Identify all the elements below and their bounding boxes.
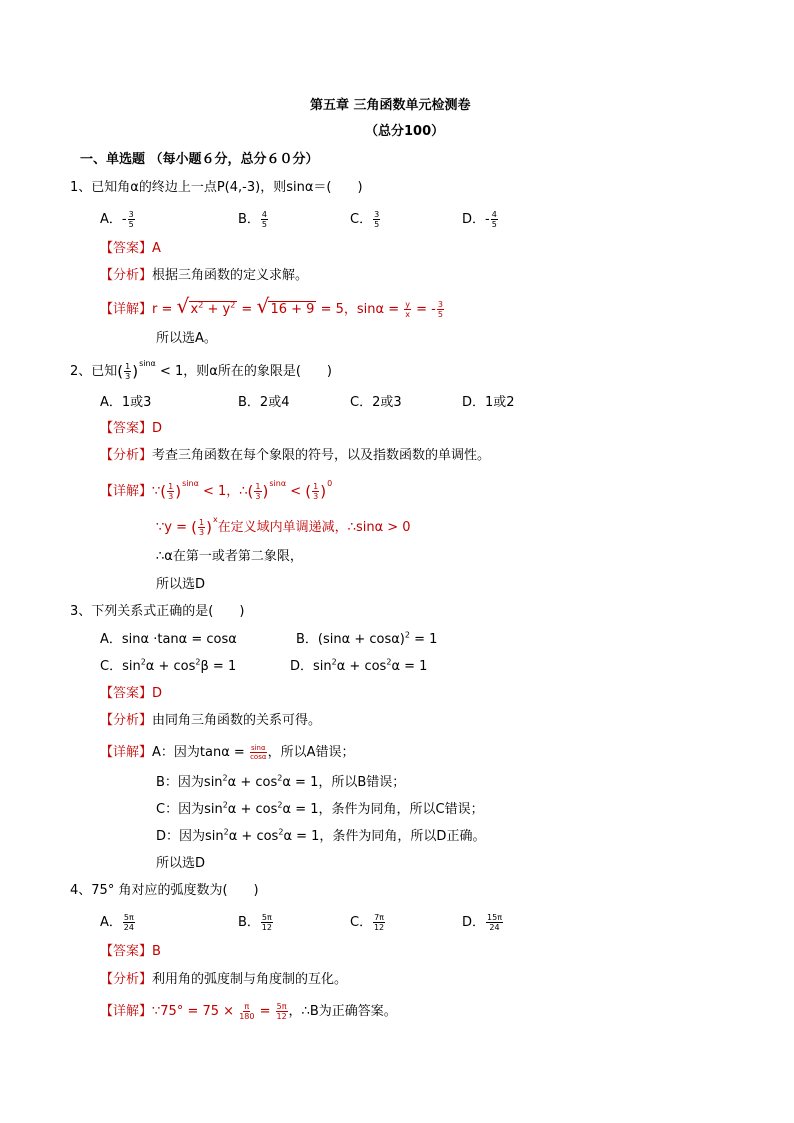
q4-detail: 【详解】∵75° = 75 × $\frac{\pi}{180}$ = $\frac{5\pi}{12}$ ，∴B为正确答案。 xyxy=(100,1002,397,1021)
q2-detail-line2: ∵y = ( $\frac{1}{3}$ )$^x$在定义域内单调递减，∴sinα > 0 xyxy=(156,515,411,537)
q3-answer: 【答案】D xyxy=(100,686,163,701)
sqrt-xy: √ $x^2 + y^2$ xyxy=(176,294,236,318)
q1-stem: 1、已知角α的终边上一点P(4,-3)，则sinα＝( ) xyxy=(70,180,363,195)
q3-detail-d: D：因为$\sin^2\alpha + \cos^2\alpha = 1$，条件为同角，所以D正确。 xyxy=(156,827,486,844)
q1-detail: 【详解】r = √ $x^2 + y^2$ = √ 16 + 9 = 5，sinα = $\frac{y}{x}$ = - $\frac{3}{5}$ xyxy=(100,294,443,319)
q4-option-d: D． $\frac{15\pi}{24}$ xyxy=(462,913,503,932)
q4-analysis: 【分析】利用角的弧度制与角度制的互化。 xyxy=(100,972,348,987)
q1-conclusion: 所以选A。 xyxy=(156,331,217,346)
q1-option-d: D．- $\frac{4}{5}$ xyxy=(462,210,497,229)
q3-option-c: C．$\sin^2\alpha + \cos^2\beta = 1$ xyxy=(100,657,237,674)
q2-analysis: 【分析】考查三角函数在每个象限的符号，以及指数函数的单调性。 xyxy=(100,448,491,463)
q3-analysis: 【分析】由同角三角函数的关系可得。 xyxy=(100,713,322,728)
q3-detail-b: B：因为$\sin^2\alpha + \cos^2\alpha = 1$，所以B错误； xyxy=(156,773,406,790)
page-title: 第五章 三角函数单元检测卷 xyxy=(310,98,471,113)
q2-detail-line1: 【详解】∵( $\frac{1}{3}$ )$^{sin\alpha}$ < 1，∴( $\frac{1}{3}$ )$^{sin\alpha}$ < ( $\frac{1}{3}$ )$^0$ xyxy=(100,479,333,501)
section-heading: 一、单选题 （每小题６分，总分６０分） xyxy=(80,152,319,167)
q2-stem: 2、已知( $\frac{1}{3}$ )$^{sin\alpha}$ < 1，则α所在的象限是( ) xyxy=(70,359,332,381)
q4-option-a: A． $\frac{5\pi}{24}$ xyxy=(100,913,134,932)
q2-answer: 【答案】D xyxy=(100,421,163,436)
q3-option-a: A．sinα ·tanα = cosα xyxy=(100,632,237,647)
q4-answer: 【答案】B xyxy=(100,944,161,959)
q3-option-d: D．$\sin^2\alpha + \cos^2\alpha = 1$ xyxy=(290,657,428,674)
sqrt-25: √ 16 + 9 xyxy=(256,294,315,318)
q3-detail-c: C：因为$\sin^2\alpha + \cos^2\alpha = 1$，条件为同角，所以C错误； xyxy=(156,800,484,817)
q1-option-a: A．- $\frac{3}{5}$ xyxy=(100,210,134,229)
q2-option-b: B．2或4 xyxy=(238,395,290,410)
q4-option-b: B． $\frac{5\pi}{12}$ xyxy=(238,913,272,932)
q1-analysis: 【分析】根据三角函数的定义求解。 xyxy=(100,268,309,283)
q2-option-d: D．1或2 xyxy=(462,395,515,410)
q1-answer: 【答案】A xyxy=(100,241,161,256)
q1-option-c: C． $\frac{3}{5}$ xyxy=(350,210,380,229)
q3-detail-a: 【详解】A：因为tanα = $\frac{\sin\alpha}{\cos\alpha}$ ，所以A错误； xyxy=(100,744,355,761)
page-subtitle: （总分100） xyxy=(365,124,445,139)
q3-conclusion: 所以选D xyxy=(156,856,206,871)
q3-option-b: B．$(\sin\alpha + \cos\alpha)^2 = 1$ xyxy=(296,630,438,647)
q2-detail-line3: ∴α在第一或者第二象限， xyxy=(156,549,303,564)
q4-option-c: C． $\frac{7\pi}{12}$ xyxy=(350,913,385,932)
q2-conclusion: 所以选D xyxy=(156,577,206,592)
q3-stem: 3、下列关系式正确的是( ) xyxy=(70,604,245,619)
q2-option-c: C．2或3 xyxy=(350,395,402,410)
q2-option-a: A．1或3 xyxy=(100,395,152,410)
q1-option-b: B． $\frac{4}{5}$ xyxy=(238,210,268,229)
q4-stem: 4、75° 角对应的弧度数为( ) xyxy=(70,883,259,898)
